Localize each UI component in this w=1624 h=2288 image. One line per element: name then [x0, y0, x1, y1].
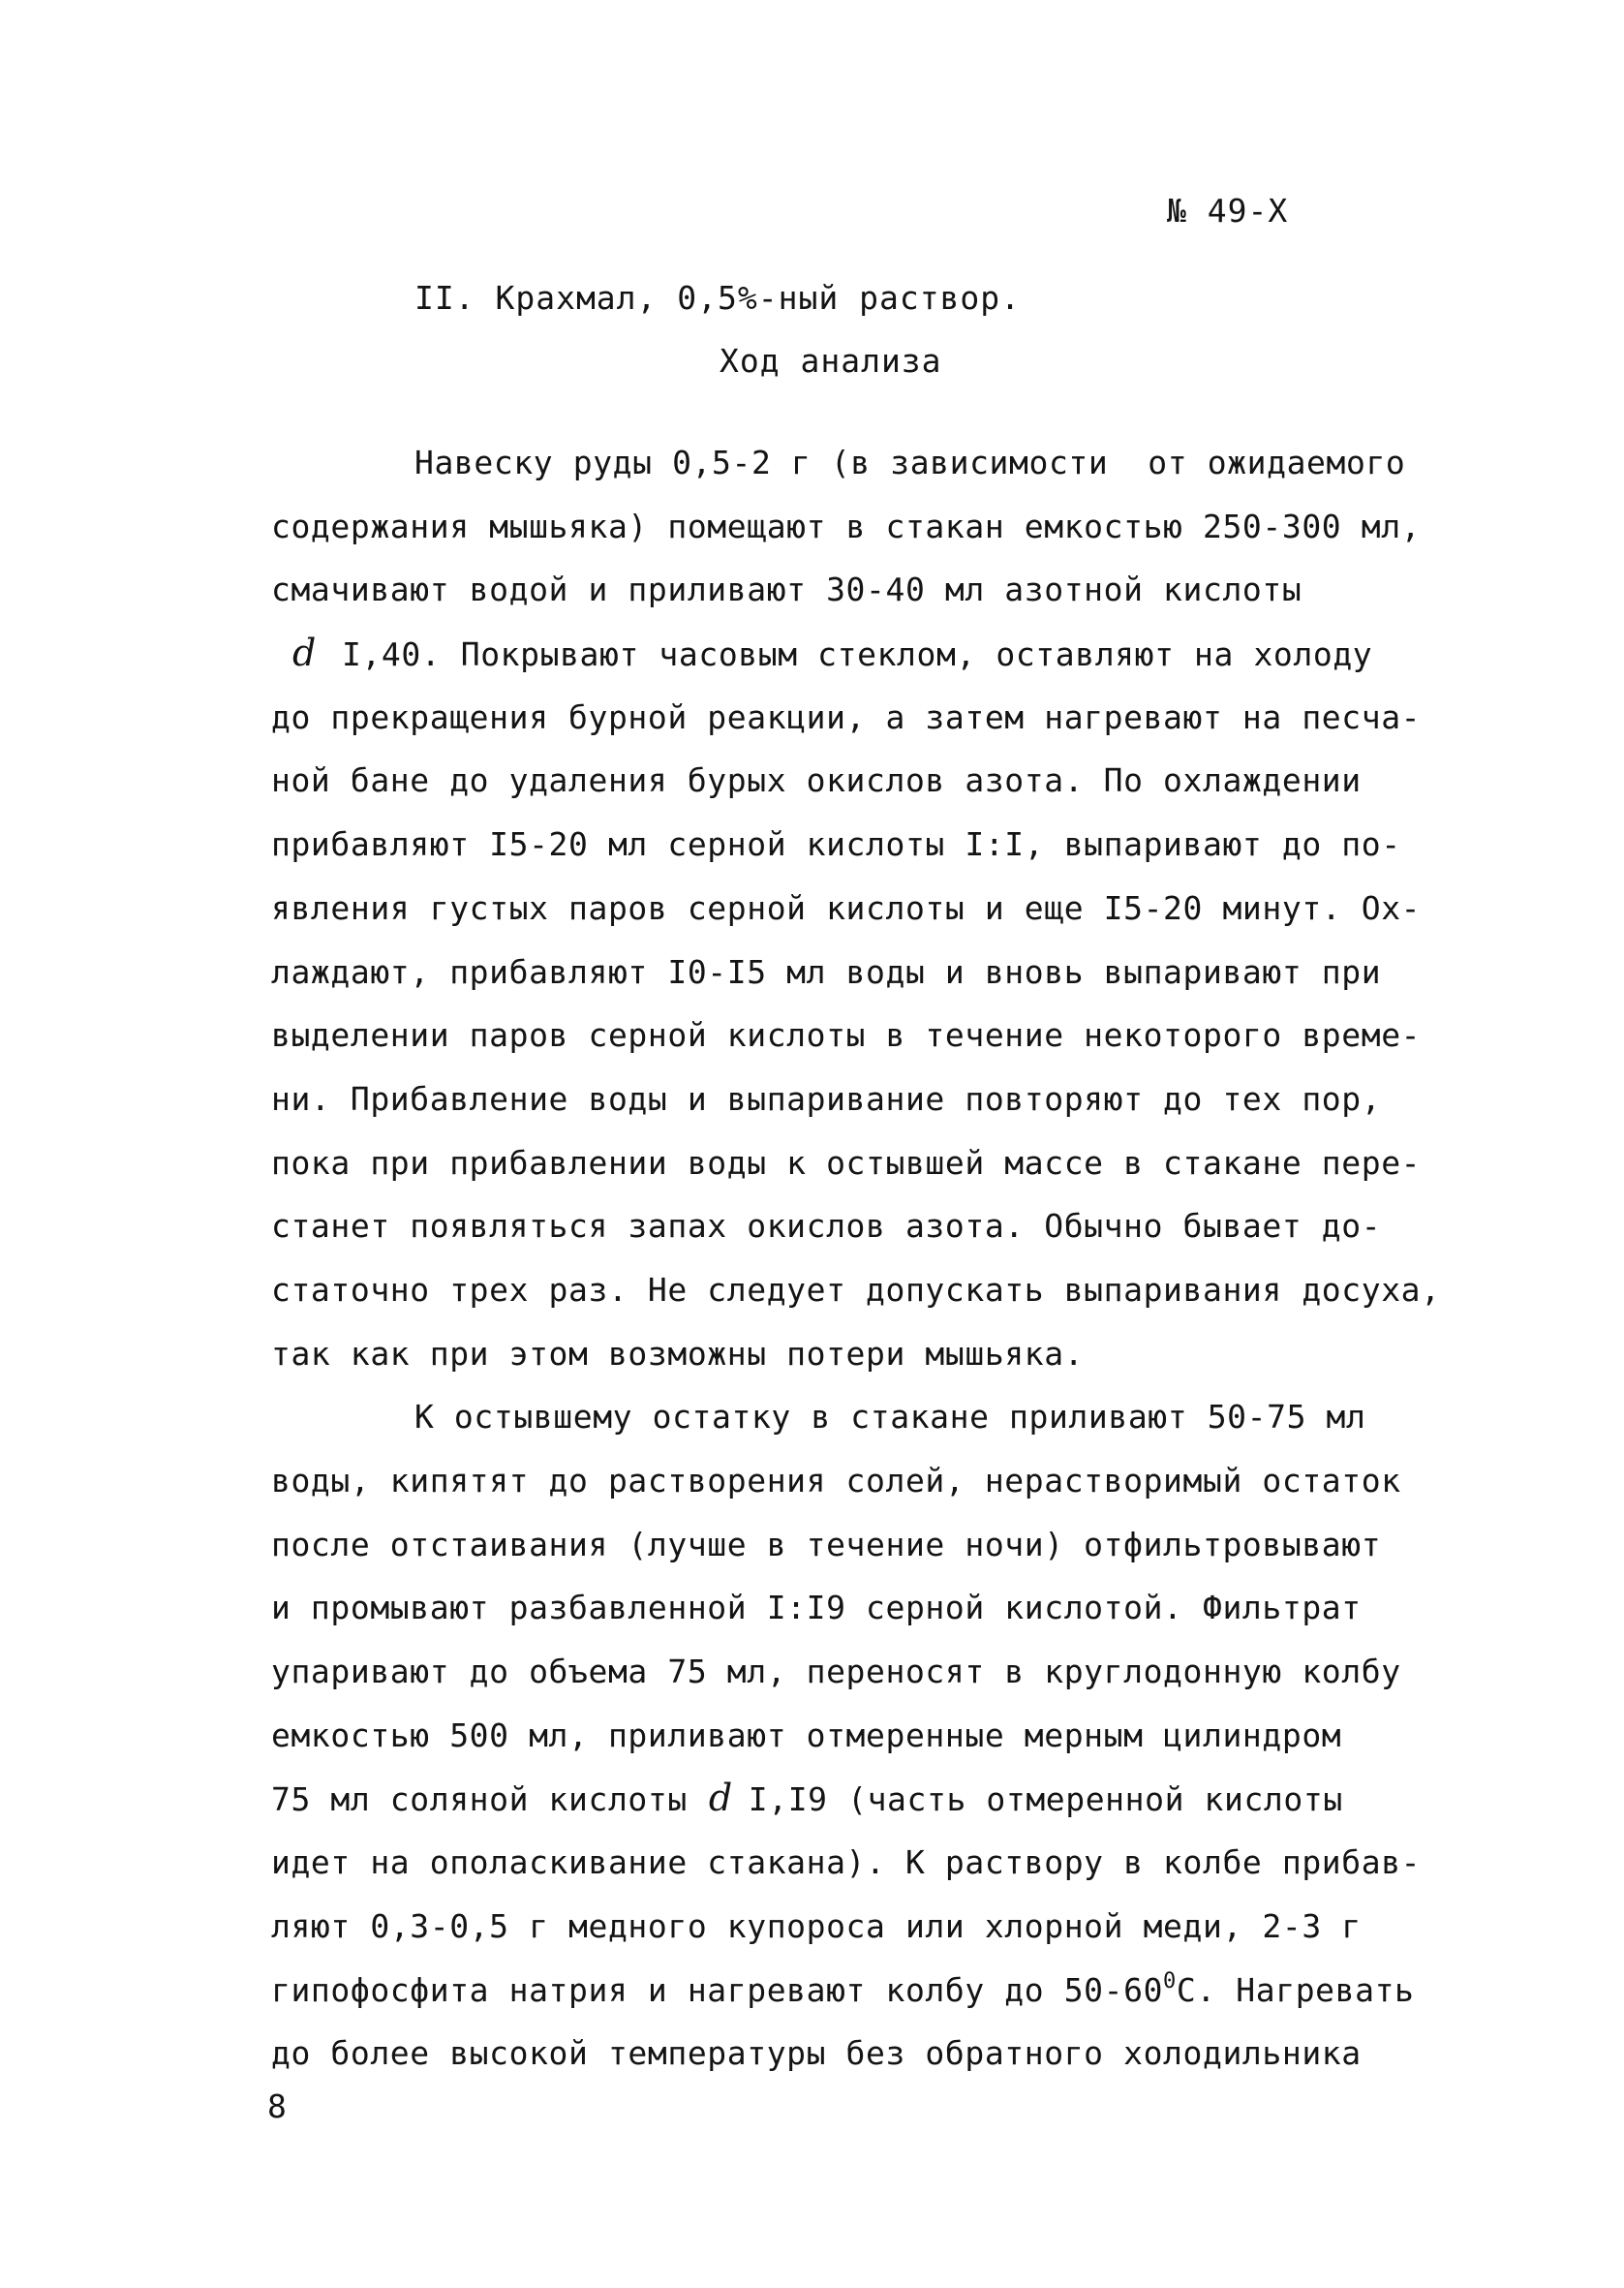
- text-line: упаривают до объема 75 мл, переносят в круглодонную колбу: [271, 1653, 1401, 1691]
- text-line: ни. Прибавление воды и выпаривание повторяют до тех пор,: [271, 1079, 1382, 1118]
- text-line: емкостью 500 мл, приливают отмеренные мерным цилиндром: [271, 1716, 1342, 1754]
- text-line: содержания мышьяка) помещают в стакан емкостью 250-300 мл,: [271, 507, 1422, 545]
- text-line: и промывают разбавленной I:I9 серной кислотой. Фильтрат: [271, 1589, 1362, 1627]
- text-line: выделении паров серной кислоты в течение некоторого време-: [271, 1016, 1422, 1055]
- text-line: [271, 1767, 1414, 1831]
- text-line: [271, 622, 1414, 686]
- text-line: до прекращения бурной реакции, а затем нагревают на песча-: [271, 697, 1422, 736]
- text-line: прибавляют I5-20 мл серной кислоты I:I, выпаривают до по-: [271, 825, 1401, 864]
- text-line: статочно трех раз. Не следует допускать выпаривания досуха,: [271, 1270, 1441, 1309]
- degree-superscript: 0: [1163, 1968, 1177, 1994]
- text-fragment: 75 мл соляной кислоты: [271, 1780, 688, 1819]
- text-line: ной бане до удаления бурых окислов азота. По охлаждении: [271, 761, 1362, 800]
- text-line: смачивают водой и приливают 30-40 мл азотной кислоты: [271, 571, 1302, 609]
- text-line: лаждают, прибавляют I0-I5 мл воды и вновь выпаривают при: [271, 952, 1382, 991]
- text-line: до более высокой температуры без обратного холодильника: [271, 2034, 1362, 2073]
- text-line: явления густых паров серной кислоты и еще I5-20 минут. Ох-: [271, 888, 1422, 927]
- text-fragment: С. Нагревать: [1176, 1970, 1415, 2009]
- text-line: станет появляться запах окислов азота. Обычно бывает до-: [271, 1207, 1382, 1246]
- page-number: 8: [267, 2087, 287, 2125]
- text-line: идет на ополаскивание стакана). К раствору в колбе прибав-: [271, 1843, 1422, 1882]
- text-line: пока при прибавлении воды к остывшей массе в стакане пере-: [271, 1143, 1422, 1182]
- density-symbol: d: [292, 632, 317, 675]
- text-fragment: I,40. Покрывают часовым стеклом, оставляют на холоду: [341, 635, 1373, 674]
- body-text: [271, 431, 1441, 2086]
- text-line: после отстаивания (лучше в течение ночи) отфильтровывают: [271, 1525, 1382, 1563]
- density-symbol: d: [708, 1777, 733, 1820]
- text-line: К остывшему остатку в стакане приливают 50-75 мл: [414, 1398, 1366, 1437]
- document-number: № 49-Х: [1167, 192, 1289, 230]
- text-line: [271, 1959, 1414, 2023]
- text-fragment: I,I9 (часть отмеренной кислоты: [748, 1780, 1343, 1819]
- section-heading: II. Крахмал, 0,5%-ный раствор.: [414, 279, 1022, 317]
- text-line: Навеску руды 0,5-2 г (в зависимости от ожидаемого: [414, 444, 1406, 481]
- text-line: ляют 0,3-0,5 г медного купороса или хлорной меди, 2-3 г: [271, 1906, 1362, 1945]
- text-line: так как при этом возможны потери мышьяка.: [271, 1334, 1085, 1373]
- text-line: воды, кипятят до растворения солей, нерастворимый остаток: [271, 1462, 1401, 1500]
- section-subheading: Ход анализа: [720, 342, 942, 380]
- text-fragment: гипофосфита натрия и нагревают колбу до 50-60: [271, 1970, 1164, 2009]
